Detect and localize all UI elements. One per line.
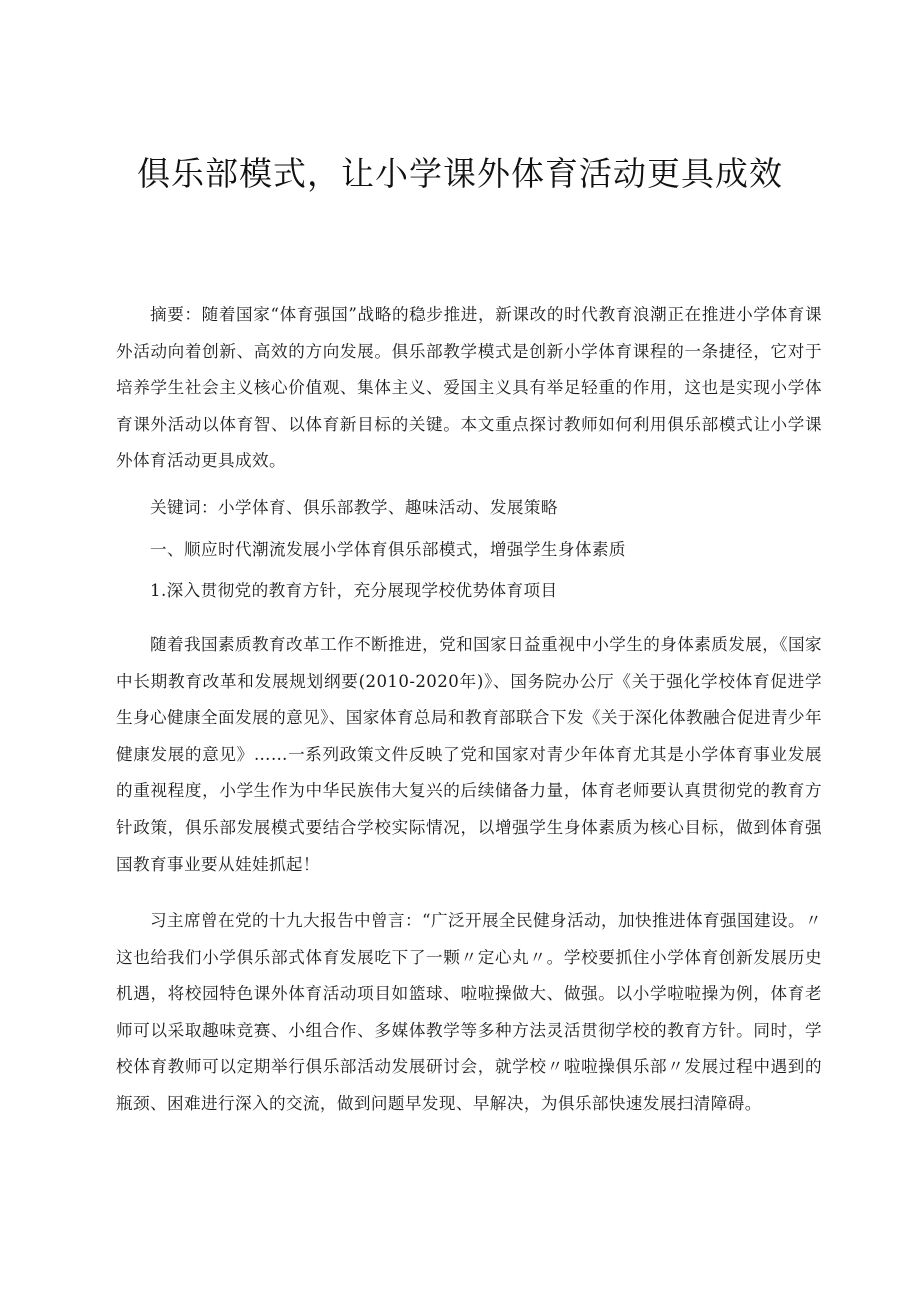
document-title: 俱乐部模式，让小学课外体育活动更具成效 [137, 154, 783, 193]
keywords-line: 关键词：小学体育、俱乐部教学、趣味活动、发展策略 [150, 498, 558, 517]
body-paragraph-1: 随着我国素质教育改革工作不断推进，党和国家日益重视中小学生的身体素质发展，《国家中长期教育改革和发展规划纲要(2010-2020年)》、国务院办公厅《关于强化学校体育促进学生身心健康全面发展的意见》、国家体育总局和教育部联合下发《关于深化体教融合促进青少年健康发展的意见》……一系列政策文件反映了党和国家对青少年体育尤其是小学体育事业发展的重视程度，小学生作为中华民族伟大复兴的后续储备力量，体育老师要认真贯彻党的教育方针政策，俱乐部发展模式要结合学校实际情况，以增强学生身体素质为核心目标，做到体育强国教育事业要从娃娃抓起！ [116, 635, 822, 874]
section-heading: 一、顺应时代潮流发展小学体育俱乐部模式，增强学生身体素质 [150, 540, 626, 559]
abstract-paragraph: 摘要：随着国家“体育强国”战略的稳步推进，新课改的时代教育浪潮正在推进小学体育课外活动向着创新、高效的方向发展。俱乐部教学模式是创新小学体育课程的一条捷径，它对于培养学生社会主义核心价值观、集体主义、爱国主义具有举足轻重的作用，这也是实现小学体育课外活动以体育智、以体育新目标的关键。本文重点探讨教师如何利用俱乐部模式让小学课外体育活动更具成效。 [116, 305, 822, 471]
body-paragraph-2: 习主席曾在党的十九大报告中曾言：“广泛开展全民健身活动，加快推进体育强国建设。〃这也给我们小学俱乐部式体育发展吃下了一颗〃定心丸〃。学校要抓住小学体育创新发展历史机遇，将校园特色课外体育活动项目如篮球、啦啦操做大、做强。以小学啦啦操为例，体育老师可以采取趣味竞赛、小组合作、多媒体教学等多种方法灵活贯彻学校的教育方针。同时，学校体育教师可以定期举行俱乐部活动发展研讨会，就学校〃啦啦操俱乐部〃发展过程中遇到的瓶颈、困难进行深入的交流，做到问题早发现、早解决，为俱乐部快速发展扫清障碍。 [116, 911, 822, 1113]
subsection-heading: 1.深入贯彻党的教育方针，充分展现学校优势体育项目 [150, 581, 558, 600]
